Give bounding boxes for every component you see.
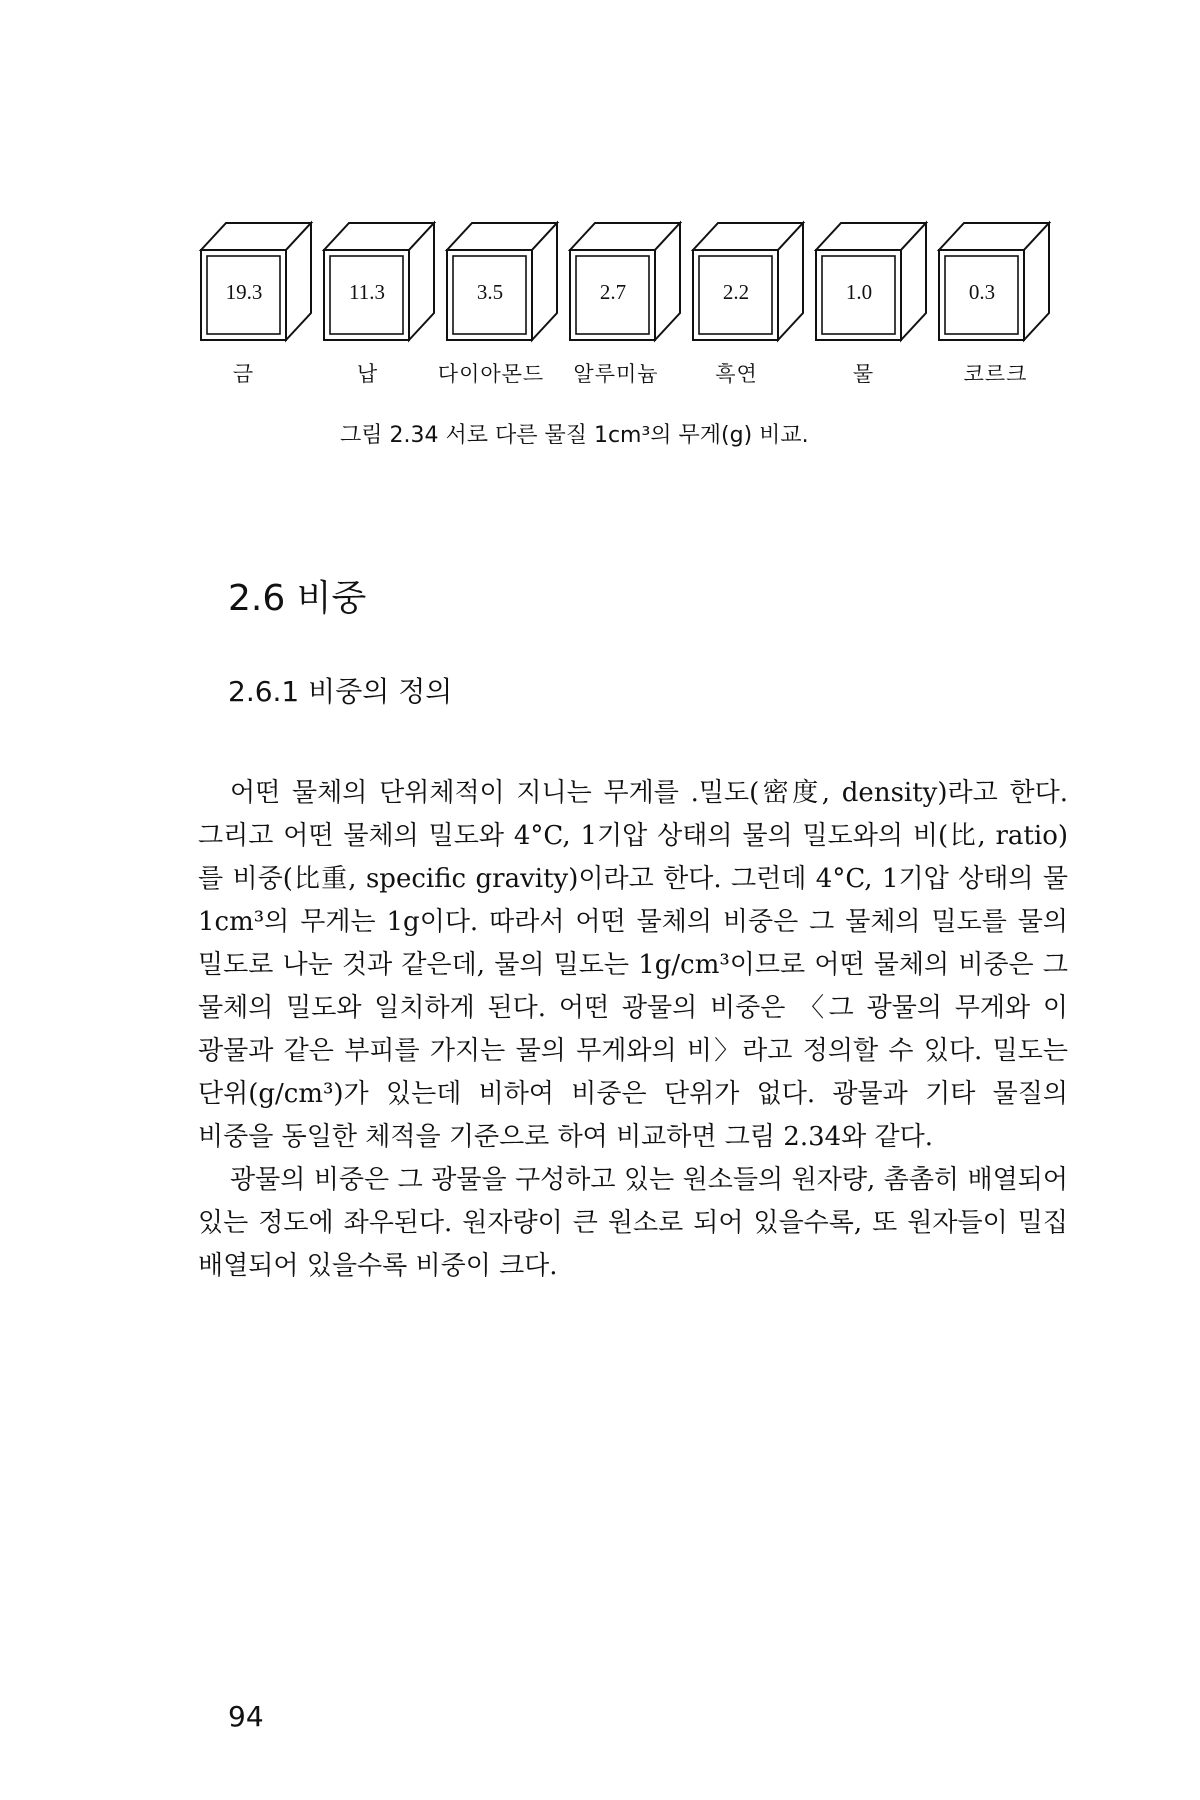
cube-value: 1.0 — [845, 280, 873, 304]
cube-label: 알루미늄 — [573, 362, 659, 386]
cube-label: 코르크 — [963, 362, 1028, 386]
cube-water — [815, 220, 930, 345]
cube-label: 흑연 — [715, 362, 758, 386]
cube-value: 2.2 — [722, 280, 750, 304]
cube-aluminum — [569, 220, 684, 345]
section-title: 2.6 비중 — [228, 578, 367, 619]
cube-value: 3.5 — [476, 280, 504, 304]
cube-graphite — [692, 220, 807, 345]
cube-cork — [938, 220, 1053, 345]
cube-diamond — [446, 220, 561, 345]
cube-value: 19.3 — [225, 280, 263, 304]
cube-lead — [323, 220, 438, 345]
cube-label: 물 — [852, 362, 875, 386]
cube-label: 납 — [356, 362, 379, 386]
density-comparison-figure — [200, 220, 1060, 410]
cube-label: 다이아몬드 — [437, 362, 545, 386]
subsection-title: 2.6.1 비중의 정의 — [228, 675, 453, 708]
paragraph: 어떤 물체의 단위체적이 지니는 무게를 .밀도(密度, density)라고 한다. 그리고 어떤 물체의 밀도와 4°C, 1기압 상태의 물의 밀도와의 비(比, ratio)를 비중(比重, specific gravity)이라고 한다. 그런데 4°C, 1기압 상태의 물 1cm³의 무게는 1g이다. 따라서 어떤 물체의 비중은 그 물체의 밀도를 물의 밀도로 나눈 것과 같은데, 물의 밀도는 1g/cm³이므로 어떤 물체의 비중은 그 물체의 밀도와 일치하게 된다. 어떤 광물의 비중은 〈그 광물의 무게와 이 광물과 같은 부피를 가지는 물의 무게와의 비〉라고 정의할 수 있다. 밀도는 단위(g/cm³)가 있는데 비하여 비중은 단위가 없다. 광물과 기타 물질의 비중을 동일한 체적을 기준으로 하여 비교하면 그림 2.34와 같다. — [198, 778, 1068, 1152]
body-text — [198, 772, 1068, 1288]
page-number: 94 — [228, 1700, 264, 1733]
cube-value: 0.3 — [968, 280, 996, 304]
paragraph: 광물의 비중은 그 광물을 구성하고 있는 원소들의 원자량, 촘촘히 배열되어 있는 정도에 좌우된다. 원자량이 큰 원소로 되어 있을수록, 또 원자들이 밀집 배열되어 있을수록 비중이 크다. — [198, 1165, 1068, 1281]
cube-label: 금 — [232, 362, 255, 386]
cube-gold — [200, 220, 315, 345]
cube-value: 11.3 — [349, 280, 385, 304]
cube-value: 2.7 — [599, 280, 627, 304]
figure-caption: 그림 2.34 서로 다른 물질 1cm³의 무게(g) 비교. — [340, 423, 809, 448]
